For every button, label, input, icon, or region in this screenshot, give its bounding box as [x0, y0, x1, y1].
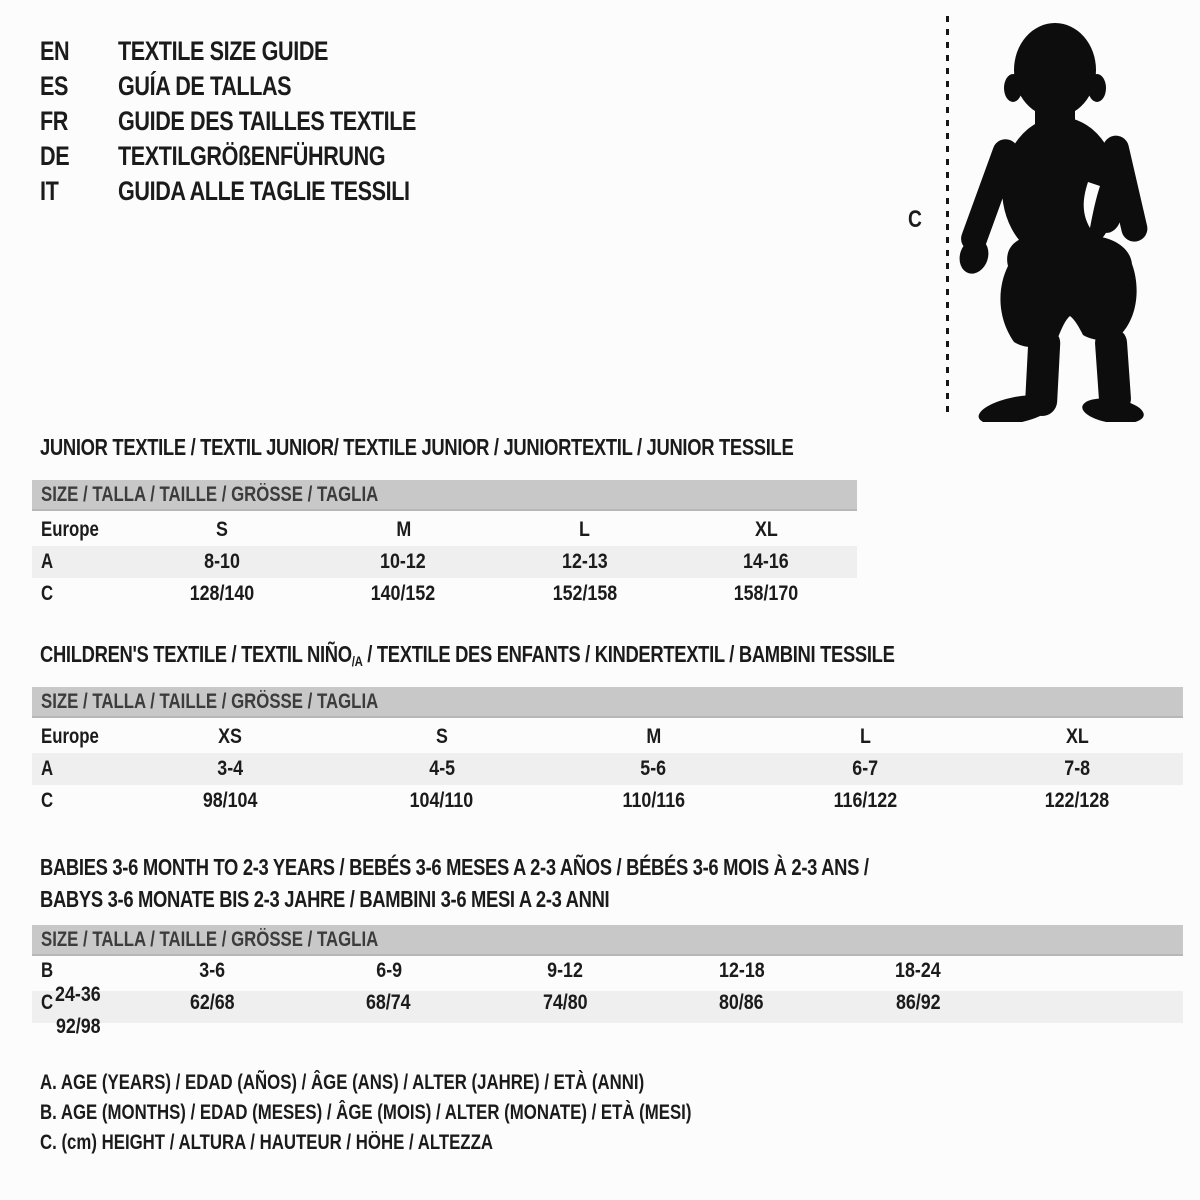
size-value: S	[435, 725, 448, 748]
age-value: 12-13	[561, 550, 608, 573]
height-value: 62/68	[189, 991, 235, 1014]
row-label: C	[41, 582, 54, 605]
table-row	[32, 546, 857, 578]
table-row	[32, 578, 857, 610]
size-value: S	[215, 518, 228, 541]
size-value: XL	[1065, 725, 1089, 748]
height-value: 128/140	[189, 582, 255, 605]
age-value: 18-24	[895, 959, 941, 982]
language-row-fr	[40, 104, 491, 139]
height-value: 152/158	[552, 582, 618, 605]
age-value: 5-6	[640, 757, 667, 780]
height-measure-label: C	[908, 206, 922, 233]
table-row	[32, 785, 1183, 817]
row-label: C	[41, 789, 54, 812]
height-value: 68/74	[366, 991, 412, 1014]
age-value: 4-5	[428, 757, 455, 780]
age-value: 10-12	[380, 550, 427, 573]
size-value: M	[395, 518, 411, 541]
table-header-bar: SIZE / TALLA / TAILLE / GRÖSSE / TAGLIA	[32, 480, 857, 511]
size-value: XS	[218, 725, 242, 748]
height-value: 110/116	[622, 789, 685, 812]
language-code: DE	[40, 141, 70, 171]
age-value: 3-4	[217, 757, 243, 780]
language-code: FR	[40, 106, 68, 136]
size-value: L	[579, 518, 591, 541]
row-label: C	[41, 991, 54, 1014]
language-label: GUÍA DE TALLAS	[118, 71, 292, 101]
height-value: 122/128	[1044, 789, 1110, 812]
children-size-table	[32, 687, 1183, 817]
language-code: EN	[40, 36, 70, 66]
legend-line-a: A. AGE (YEARS) / EDAD (AÑOS) / ÂGE (ANS) / ALTER (JAHRE) / ETÀ (ANNI)	[40, 1071, 645, 1094]
language-label: TEXTILE SIZE GUIDE	[118, 36, 329, 66]
children-section-title: CHILDREN'S TEXTILE / TEXTIL $NIÑO_{/A}$ / TEXTILE DES ENFANTS / KINDERTEXTIL / BAMBINI TESSILE	[40, 641, 895, 670]
height-value: 158/170	[733, 582, 799, 605]
age-value: 6-7	[852, 757, 879, 780]
table-row	[32, 991, 1183, 1038]
age-value: 24-36	[55, 983, 101, 1006]
age-value: 8-10	[203, 550, 240, 573]
language-row-it	[40, 174, 491, 209]
height-value: 140/152	[370, 582, 436, 605]
language-row-es	[40, 69, 491, 104]
height-value: 104/110	[409, 789, 474, 812]
babies-section-title-line2: BABYS 3-6 MONATE BIS 2-3 JAHRE / BAMBINI 3-6 MESI A 2-3 ANNI	[40, 886, 610, 912]
age-value: 6-9	[375, 959, 402, 982]
height-value: 74/80	[542, 991, 588, 1014]
language-code: IT	[40, 176, 59, 206]
height-value: 86/92	[895, 991, 941, 1014]
age-value: 12-18	[718, 959, 765, 982]
language-row-de	[40, 139, 491, 174]
nino-a-subscript: /A	[351, 653, 363, 670]
row-label: Europe	[41, 725, 99, 748]
row-label: A	[41, 550, 54, 573]
language-label: GUIDE DES TAILLES TEXTILE	[118, 106, 417, 136]
height-value: 80/86	[719, 991, 764, 1014]
age-value: 7-8	[1064, 757, 1090, 780]
row-label: Europe	[41, 518, 99, 541]
table-row	[32, 514, 857, 546]
junior-section-title: JUNIOR TEXTILE / TEXTIL JUNIOR/ TEXTILE JUNIOR / JUNIORTEXTIL / JUNIOR TESSILE	[40, 434, 794, 460]
height-value: 116/122	[833, 789, 898, 812]
height-value: 92/98	[55, 1015, 101, 1038]
height-dotted-line-icon	[946, 16, 949, 416]
row-label: A	[41, 757, 54, 780]
age-value: 9-12	[547, 959, 584, 982]
language-label: TEXTILGRÖßENFÜHRUNG	[118, 141, 386, 171]
babies-size-table	[32, 925, 1183, 1038]
junior-size-table	[32, 480, 857, 610]
table-row	[32, 753, 1183, 785]
language-code: ES	[40, 71, 69, 101]
age-value: 3-6	[199, 959, 226, 982]
language-label: GUIDA ALLE TAGLIE TESSILI	[118, 176, 410, 206]
legend-line-c: C. (cm) HEIGHT / ALTURA / HAUTEUR / HÖHE / ALTEZZA	[40, 1131, 493, 1154]
table-header-bar: SIZE / TALLA / TAILLE / GRÖSSE / TAGLIA	[32, 687, 1183, 718]
language-header	[40, 34, 491, 209]
row-label: B	[41, 959, 54, 982]
size-value: L	[859, 725, 871, 748]
legend-line-b: B. AGE (MONTHS) / EDAD (MESES) / ÂGE (MOIS) / ALTER (MONATE) / ETÀ (MESI)	[40, 1101, 692, 1124]
size-value: M	[646, 725, 661, 748]
height-value: 98/104	[202, 789, 258, 812]
language-row-en	[40, 34, 491, 69]
table-header-bar: SIZE / TALLA / TAILLE / GRÖSSE / TAGLIA	[32, 925, 1183, 956]
table-row	[32, 721, 1183, 753]
babies-section-title-line1: BABIES 3-6 MONTH TO 2-3 YEARS / BEBÉS 3-6 MESES A 2-3 AÑOS / BÉBÉS 3-6 MOIS À 2-3 ANS /	[40, 854, 869, 880]
age-value: 14-16	[743, 550, 790, 573]
size-value: XL	[754, 518, 778, 541]
baby-silhouette-icon	[950, 14, 1160, 422]
